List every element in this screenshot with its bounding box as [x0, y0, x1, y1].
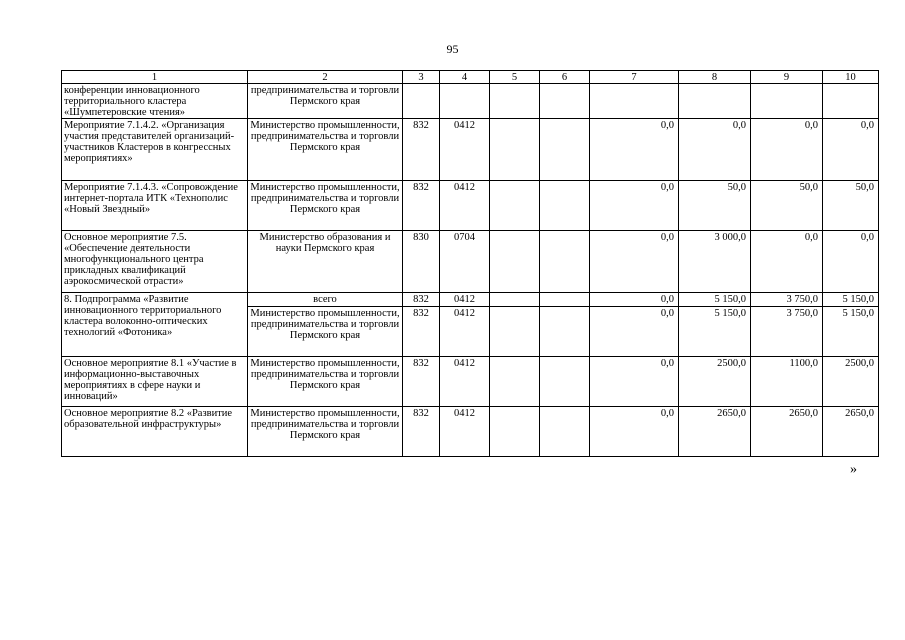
column-header: 7	[590, 71, 679, 84]
column-header: 10	[823, 71, 879, 84]
grbs-code: 832	[403, 307, 440, 357]
measure-name: Основное мероприятие 7.5. «Обеспечение деятельности многофункционального центра прикладных квалификаций аэрокосмической отрасти»	[62, 231, 248, 293]
section-code: 0412	[440, 119, 490, 181]
table-row	[62, 119, 879, 181]
table-row	[62, 231, 879, 293]
cell-col8: 50,0	[679, 181, 751, 231]
responsible-org: Министерство промышленности, предпринимательства и торговли Пермского края	[248, 181, 403, 231]
page-number: 95	[446, 42, 459, 56]
column-header: 4	[440, 71, 490, 84]
cell-col7: 0,0	[590, 307, 679, 357]
cell-col6	[540, 407, 590, 457]
grbs-code: 832	[403, 119, 440, 181]
cell-col5	[490, 231, 540, 293]
measure-name: Мероприятие 7.1.4.2. «Организация участия представителей организаций-участников Кластеров в конгрессных мероприятиях»	[62, 119, 248, 181]
column-header: 2	[248, 71, 403, 84]
column-number-row	[62, 71, 879, 84]
responsible-org: всего	[248, 293, 403, 307]
cell-col10: 2650,0	[823, 407, 879, 457]
cell-col8: 5 150,0	[679, 293, 751, 307]
table-row	[62, 407, 879, 457]
cell-col9: 0,0	[751, 231, 823, 293]
measure-name: Основное мероприятие 8.1 «Участие в информационно-выставочных мероприятиях в сфере науки и инноваций»	[62, 357, 248, 407]
cell-col7	[590, 84, 679, 119]
budget-table	[61, 70, 879, 457]
section-code	[440, 84, 490, 119]
cell-col5	[490, 181, 540, 231]
cell-col6	[540, 119, 590, 181]
section-code: 0412	[440, 357, 490, 407]
cell-col9: 2650,0	[751, 407, 823, 457]
column-header: 5	[490, 71, 540, 84]
cell-col10	[823, 84, 879, 119]
responsible-org: Министерство промышленности, предпринимательства и торговли Пермского края	[248, 357, 403, 407]
grbs-code: 832	[403, 407, 440, 457]
cell-col8: 2500,0	[679, 357, 751, 407]
responsible-org: Министерство промышленности, предпринимательства и торговли Пермского края	[248, 119, 403, 181]
responsible-org: предпринимательства и торговли Пермского края	[248, 84, 403, 119]
column-header: 1	[62, 71, 248, 84]
cell-col5	[490, 307, 540, 357]
cell-col7: 0,0	[590, 357, 679, 407]
cell-col6	[540, 307, 590, 357]
cell-col8	[679, 84, 751, 119]
cell-col9: 3 750,0	[751, 293, 823, 307]
cell-col5	[490, 119, 540, 181]
column-header: 9	[751, 71, 823, 84]
column-header: 6	[540, 71, 590, 84]
grbs-code: 830	[403, 231, 440, 293]
cell-col7: 0,0	[590, 407, 679, 457]
grbs-code	[403, 84, 440, 119]
section-code: 0412	[440, 293, 490, 307]
table-row	[62, 293, 879, 307]
cell-col10: 0,0	[823, 231, 879, 293]
cell-col5	[490, 293, 540, 307]
cell-col6	[540, 84, 590, 119]
grbs-code: 832	[403, 181, 440, 231]
cell-col7: 0,0	[590, 231, 679, 293]
section-code: 0412	[440, 181, 490, 231]
cell-col9	[751, 84, 823, 119]
cell-col9: 0,0	[751, 119, 823, 181]
cell-col8: 0,0	[679, 119, 751, 181]
responsible-org: Министерство образования и науки Пермского края	[248, 231, 403, 293]
cell-col10: 2500,0	[823, 357, 879, 407]
cell-col5	[490, 407, 540, 457]
continuation-mark: »	[850, 462, 857, 477]
cell-col10: 5 150,0	[823, 307, 879, 357]
column-header: 3	[403, 71, 440, 84]
responsible-org: Министерство промышленности, предпринимательства и торговли Пермского края	[248, 407, 403, 457]
measure-name: Мероприятие 7.1.4.3. «Сопровождение интернет-портала ИТК «Технополис «Новый Звездный»	[62, 181, 248, 231]
cell-col7: 0,0	[590, 181, 679, 231]
cell-col9: 3 750,0	[751, 307, 823, 357]
cell-col10: 0,0	[823, 119, 879, 181]
grbs-code: 832	[403, 293, 440, 307]
cell-col6	[540, 293, 590, 307]
measure-name: конференции инновационного территориального кластера «Шумпетеровские чтения»	[62, 84, 248, 119]
responsible-org: Министерство промышленности, предпринимательства и торговли Пермского края	[248, 307, 403, 357]
cell-col9: 50,0	[751, 181, 823, 231]
cell-col9: 1100,0	[751, 357, 823, 407]
subprogram-name: 8. Подпрограмма «Развитие инновационного территориального кластера волоконно-оптических технологий «Фотоника»	[62, 293, 248, 357]
cell-col8: 3 000,0	[679, 231, 751, 293]
cell-col7: 0,0	[590, 293, 679, 307]
cell-col6	[540, 181, 590, 231]
table-row	[62, 84, 879, 119]
cell-col8: 2650,0	[679, 407, 751, 457]
table-row	[62, 181, 879, 231]
cell-col7: 0,0	[590, 119, 679, 181]
cell-col6	[540, 231, 590, 293]
cell-col6	[540, 357, 590, 407]
table-row	[62, 357, 879, 407]
cell-col10: 5 150,0	[823, 293, 879, 307]
column-header: 8	[679, 71, 751, 84]
cell-col8: 5 150,0	[679, 307, 751, 357]
grbs-code: 832	[403, 357, 440, 407]
cell-col10: 50,0	[823, 181, 879, 231]
cell-col5	[490, 357, 540, 407]
section-code: 0412	[440, 307, 490, 357]
section-code: 0412	[440, 407, 490, 457]
measure-name: Основное мероприятие 8.2 «Развитие образовательной инфраструктуры»	[62, 407, 248, 457]
cell-col5	[490, 84, 540, 119]
section-code: 0704	[440, 231, 490, 293]
